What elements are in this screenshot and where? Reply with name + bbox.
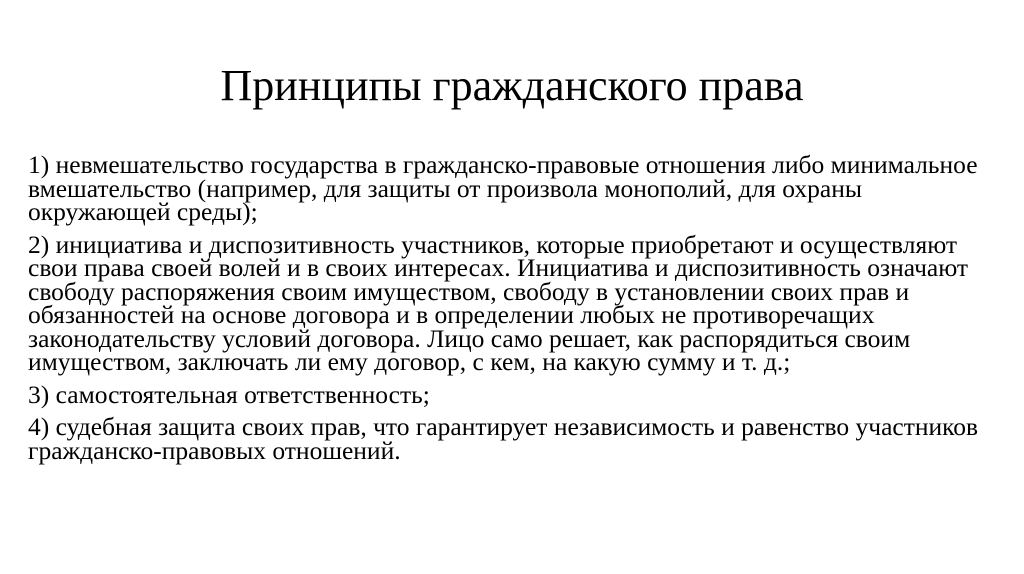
principle-item-3: 3) самостоятельная ответственность;	[28, 379, 430, 409]
principle-item-2: 2) инициатива и диспозитивность участников, которые приобретают и осуществляют свои права своей волей и в своих интересах. Инициатива и диспозитивность означают свободу распоряжения своим имуществом, свободу в установлении своих прав и обязанностей на основе договора и в определении любых не противоречащих законодательству условий договора. Лицо само решает, как распорядиться своим имуществом, заключать ли ему договор, с кем, на какую сумму и т. д.;	[28, 229, 969, 376]
slide-title: Принципы гражданского права	[220, 61, 804, 110]
principles-list	[28, 150, 988, 471]
principle-item-4: 4) судебная защита своих прав, что гарантирует независимость и равенство участников гражданско-правовых отношений.	[28, 412, 979, 465]
principle-item-1: 1) невмешательство государства в гражданско-правовые отношения либо минимальное вмешательство (например, для защиты от произвола монополий, для охраны окружающей среды);	[28, 150, 978, 226]
